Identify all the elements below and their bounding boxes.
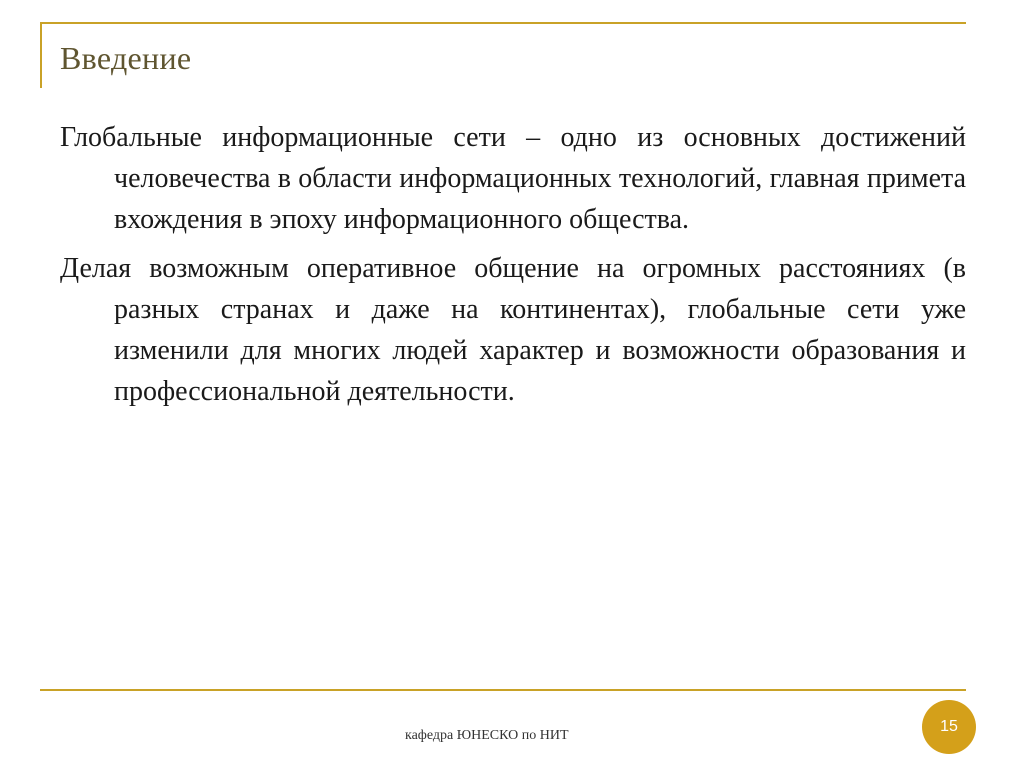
bottom-divider (40, 689, 966, 691)
slide-title: Введение (60, 40, 192, 76)
left-accent-bar (40, 22, 42, 88)
top-divider (40, 22, 966, 24)
paragraph-1: Глобальные информационные сети – одно из основных достижений человечества в области информационных технологий, главная примета вхождения в эпоху информационного общества. (60, 122, 966, 235)
slide-body (60, 117, 966, 420)
footer-text: кафедра ЮНЕСКО по НИТ (405, 728, 569, 743)
page-number-badge: 15 (922, 700, 976, 754)
paragraph-2: Делая возможным оперативное общение на огромных расстояниях (в разных странах и даже на континентах), глобальные сети уже изменили для многих людей характер и возможности образования и профессиональной деятельности. (60, 253, 966, 407)
